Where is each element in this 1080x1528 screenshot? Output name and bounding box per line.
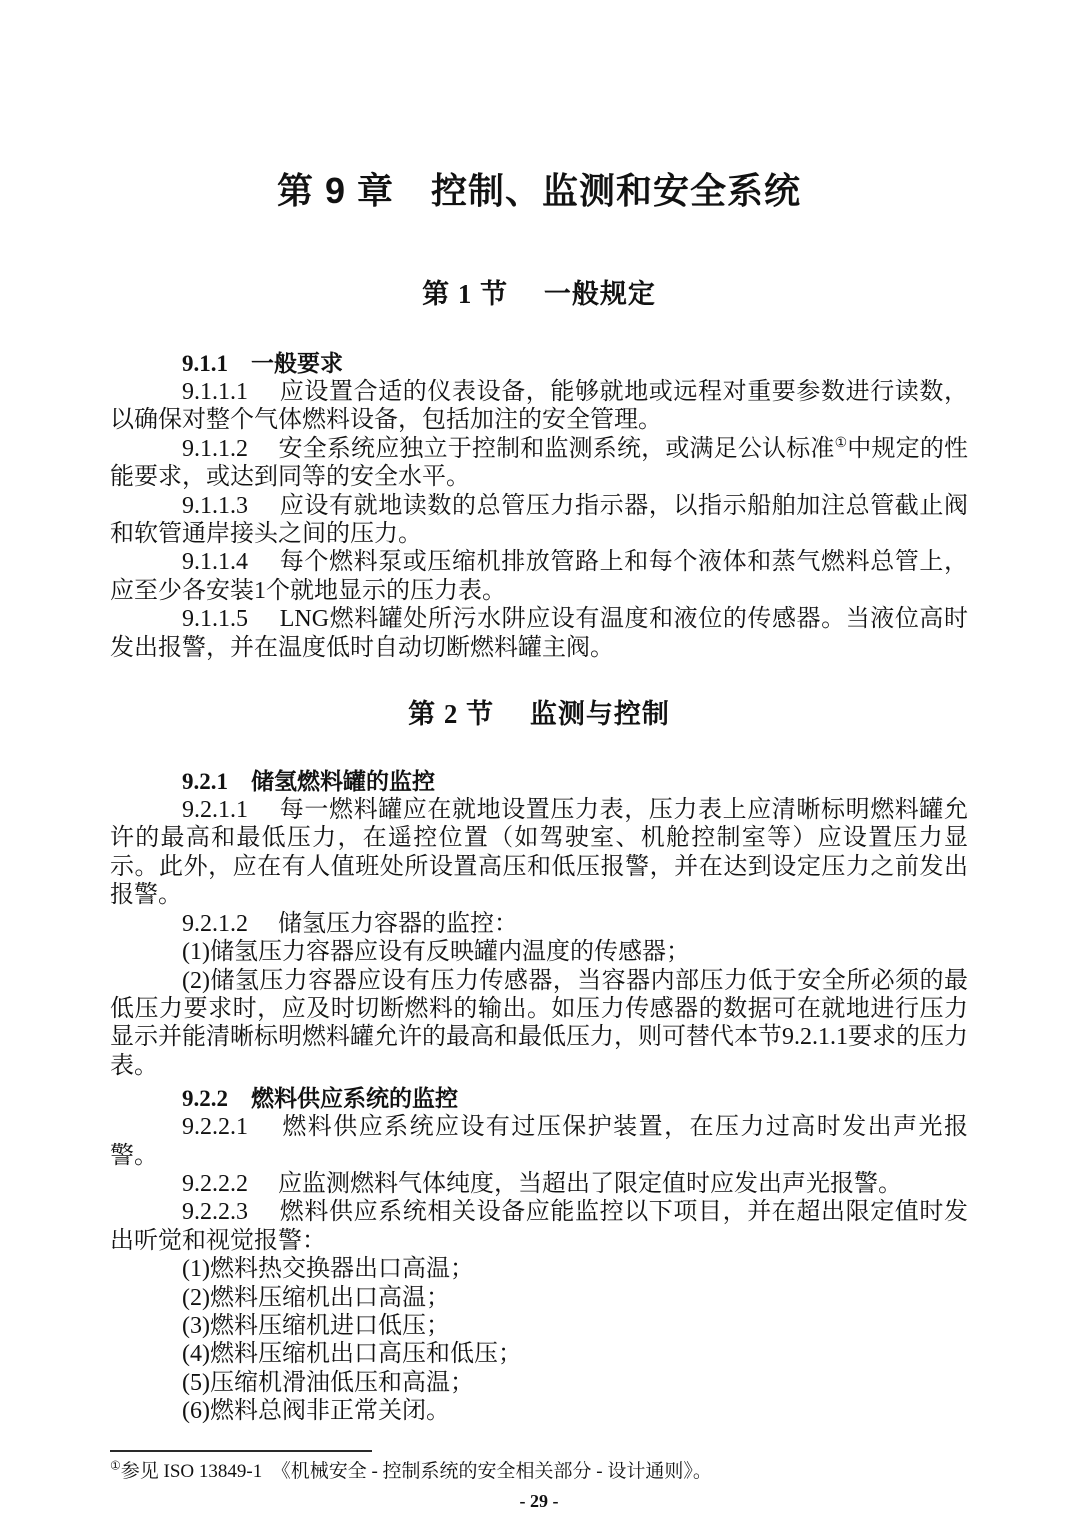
page-content [110, 0, 968, 1512]
section-2-heading: 第 2 节 监测与控制 [408, 699, 670, 730]
sub-heading-9-1-1: 9.1.1 一般要求 [182, 351, 343, 376]
list-item-9-2-1-2-2: (2)储氢压力容器应设有压力传感器，当容器内部压力低于安全所必须的最低压力要求时，应及时切断燃料的输出。如压力传感器的数据可在就地进行压力显示并能清晰标明燃料罐允许的最高和最低压力，则可替代本节9.2.1.1要求的压力表。 [110, 967, 968, 1079]
footnote-divider [110, 1450, 372, 1452]
para-9-1-1-5: 9.1.1.5 LNG燃料罐处所污水阱应设有温度和液位的传感器。当液位高时发出报警，并在温度低时自动切断燃料罐主阀。 [110, 606, 968, 661]
footnote-marker: ① [110, 1458, 121, 1473]
chapter-title: 第 9 章 控制、监测和安全系统 [276, 170, 802, 211]
list-item-9-2-2-3-6: (6)燃料总阀非正常关闭。 [182, 1398, 450, 1425]
sub-heading-9-2-2: 9.2.2 燃料供应系统的监控 [182, 1086, 458, 1112]
para-9-1-1-2-text: 9.1.1.2 安全系统应独立于控制和监测系统，或满足公认标准 [182, 435, 835, 462]
para-9-1-1-2 [110, 435, 968, 492]
list-item-9-2-2-3-2: (2)燃料压缩机出口高温； [182, 1284, 450, 1311]
section-1-heading: 第 1 节 一般规定 [422, 279, 656, 309]
para-9-2-2-1: 9.2.2.1 燃料供应系统应设有过压保护装置，在压力过高时发出声光报警。 [110, 1114, 968, 1169]
para-9-1-1-2-text-after: 中规定的性能要求，或达到同等的安全水平。 [110, 435, 968, 491]
list-item-9-2-2-3-1: (1)燃料热交换器出口高温； [182, 1256, 474, 1283]
para-9-2-2-2: 9.2.2.2 应监测燃料气体纯度，当超出了限定值时应发出声光报警。 [182, 1170, 902, 1197]
footnote-reference-mark: ① [834, 435, 848, 451]
list-item-9-2-2-3-4: (4)燃料压缩机出口高压和低压； [182, 1341, 522, 1368]
para-9-1-1-3: 9.1.1.3 应设有就地读数的总管压力指示器，以指示船舶加注总管截止阀和软管通岸接头之间的压力。 [110, 492, 968, 548]
list-item-9-2-2-3-3: (3)燃料压缩机进口低压； [182, 1312, 450, 1339]
para-9-1-1-1: 9.1.1.1 应设置合适的仪表设备，能够就地或远程对重要参数进行读数，以确保对整个气体燃料设备，包括加注的安全管理。 [110, 379, 968, 434]
para-9-1-1-4: 9.1.1.4 每个燃料泵或压缩机排放管路上和每个液体和蒸气燃料总管上，应至少各安装1个就地显示的压力表。 [110, 549, 968, 604]
footnote-body: 参见 ISO 13849-1 《机械安全 - 控制系统的安全相关部分 - 设计通则》。 [120, 1460, 712, 1482]
para-9-2-1-2: 9.2.1.2 储氢压力容器的监控： [182, 910, 518, 937]
page-number: - 29 - [519, 1490, 559, 1511]
sub-heading-9-2-1: 9.2.1 储氢燃料罐的监控 [182, 769, 435, 795]
para-9-2-2-3: 9.2.2.3 燃料供应系统相关设备应能监控以下项目，并在超出限定值时发出听觉和视觉报警： [110, 1199, 968, 1254]
footnote-text [110, 1460, 968, 1484]
list-item-9-2-1-2-1: (1)储氢压力容器应设有反映罐内温度的传感器； [182, 939, 690, 966]
para-9-2-1-1: 9.2.1.1 每一燃料罐应在就地设置压力表，压力表上应清晰标明燃料罐允许的最高和最低压力，在遥控位置（如驾驶室、机舱控制室等）应设置压力显示。此外，应在有人值班处所设置高压和低压报警，并在达到设定压力之前发出报警。 [110, 797, 968, 909]
list-item-9-2-2-3-5: (5)压缩机滑油低压和高温； [182, 1369, 474, 1396]
